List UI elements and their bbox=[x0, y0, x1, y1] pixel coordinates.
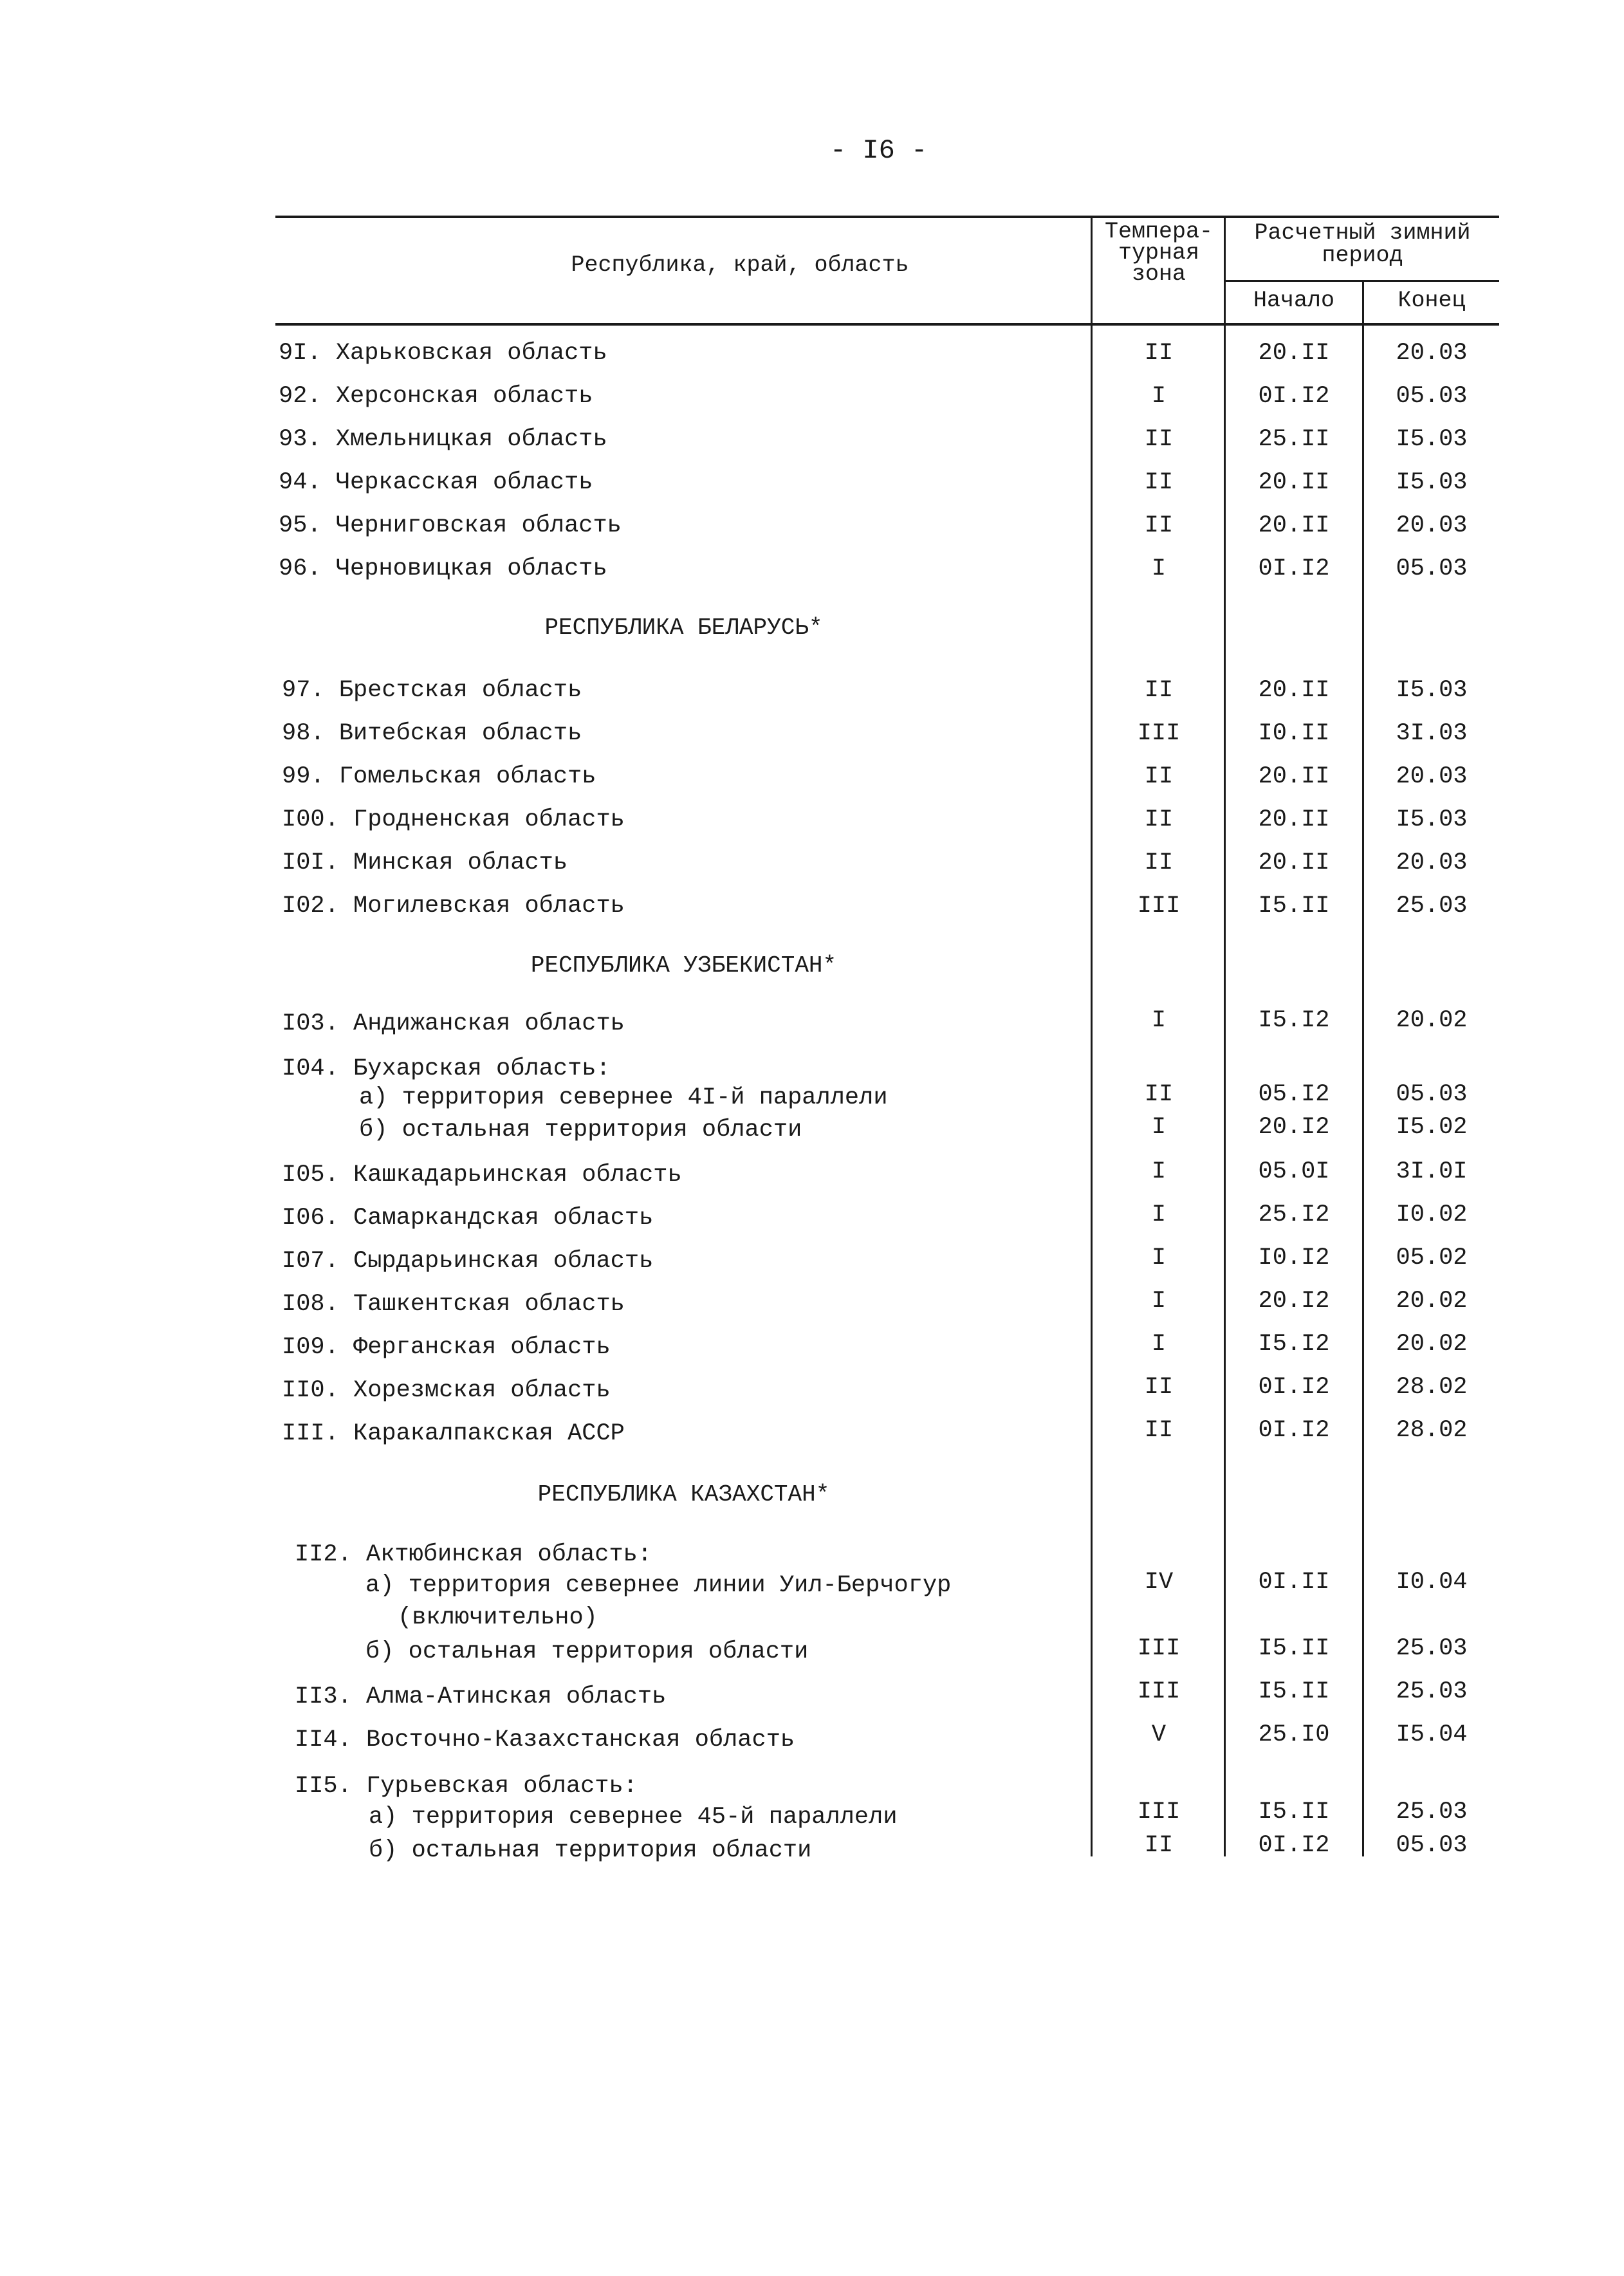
zone-column-left-rule bbox=[1091, 216, 1093, 1856]
section-heading-uzbekistan: РЕСПУБЛИКА УЗБЕКИСТАН* bbox=[530, 952, 837, 979]
table-row: I04. Бухарская область: bbox=[282, 1055, 611, 1082]
table-row: II5. Гурьевская область: bbox=[295, 1773, 638, 1800]
section-heading-kazakhstan: РЕСПУБЛИКА КАЗАХСТАН* bbox=[537, 1481, 830, 1508]
header-region-column: Республика, край, область bbox=[571, 252, 909, 278]
header-start-column: Начало bbox=[1253, 288, 1335, 313]
header-bottom-rule bbox=[275, 323, 1499, 326]
table-top-rule bbox=[275, 216, 1499, 218]
section-heading-belarus: РЕСПУБЛИКА БЕЛАРУСЬ* bbox=[544, 615, 823, 641]
header-end-column: Конец bbox=[1398, 288, 1466, 313]
table-row: II2. Актюбинская область: bbox=[295, 1541, 652, 1568]
start-column-left-rule bbox=[1224, 216, 1226, 1856]
page-number: - I6 - bbox=[830, 135, 928, 166]
